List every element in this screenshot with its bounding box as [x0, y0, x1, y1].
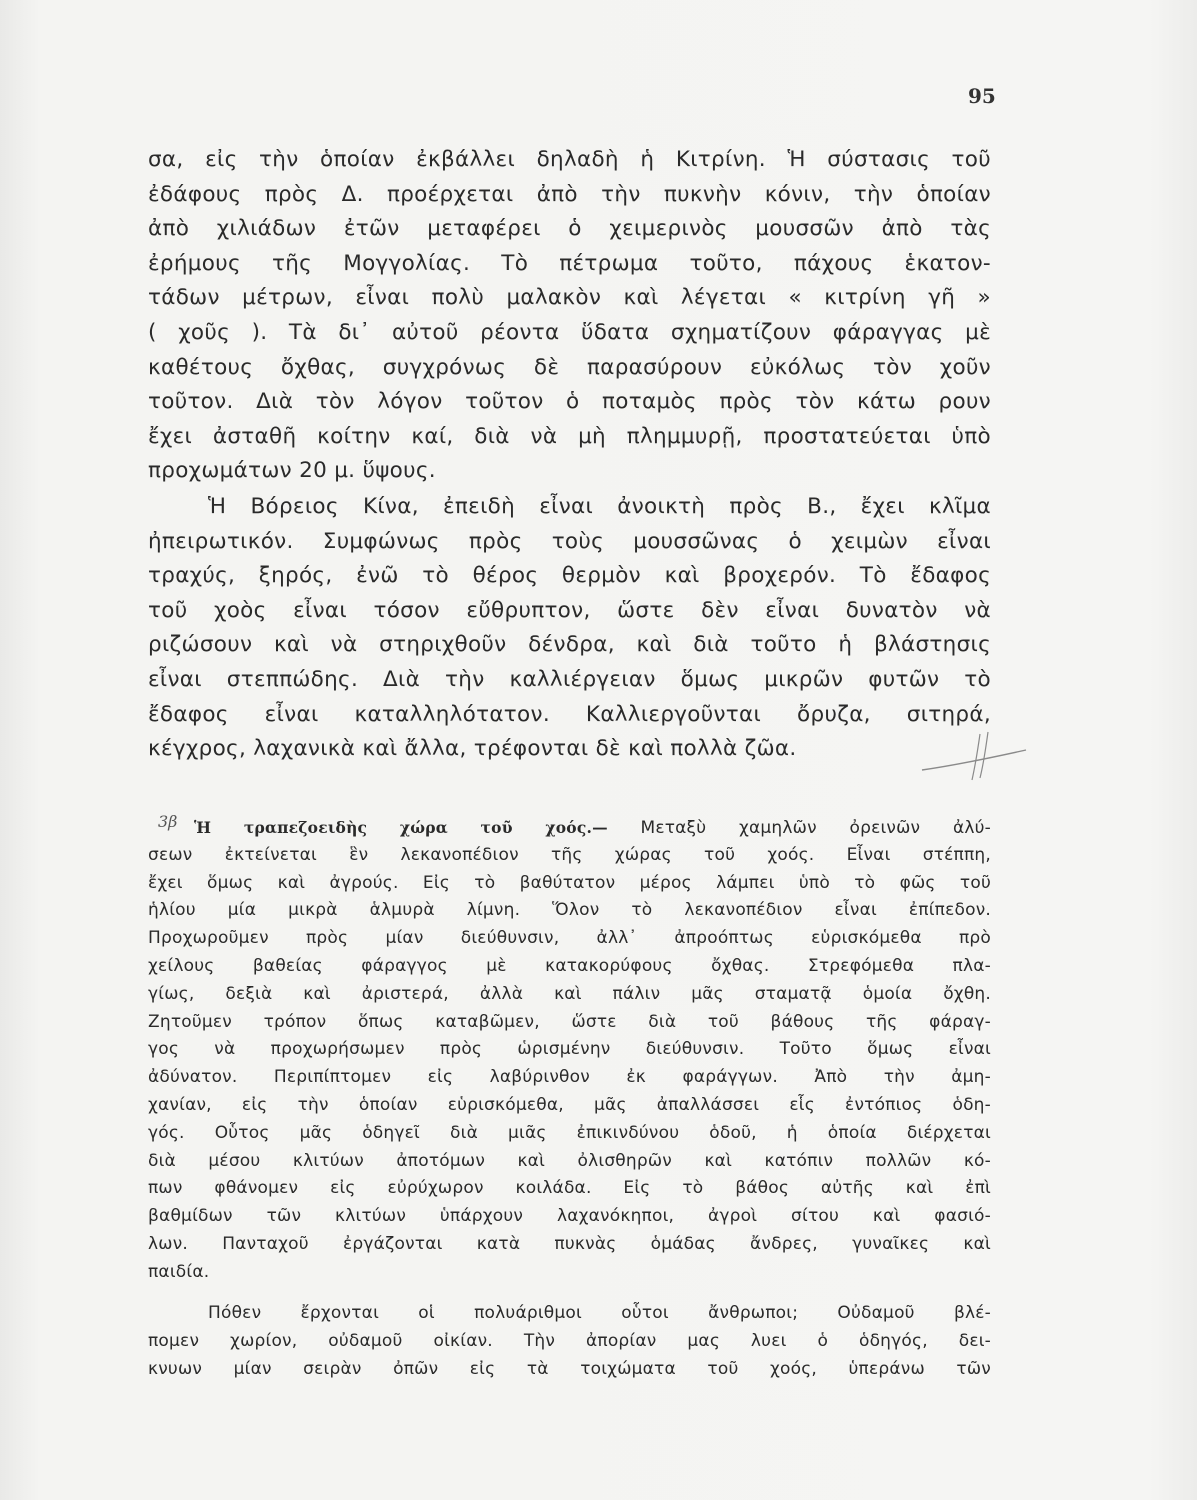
passage-first-line — [148, 814, 991, 842]
text-line: γος νὰ προχωρήσωμεν πρὸς ὡρισμένην διεύθυνσιν. Τοῦτο ὅμως εἶναι — [148, 1039, 991, 1060]
text-line: ἔδαφος εἶναι καταλληλότατον. Καλλιεργοῦνται ὄρυζα, σιτηρά, — [148, 701, 991, 727]
text-line: ( χοῦς ). Τὰ δι᾽ αὐτοῦ ρέοντα ὕδατα σχηματίζουν φάραγγας μὲ — [148, 319, 991, 345]
text-line: διὰ μέσου κλιτύων ἀποτόμων καὶ ὀλισθηρῶν καὶ κατόπιν πολλῶν κό- — [148, 1150, 991, 1171]
reading-passage — [148, 814, 991, 1287]
text-line: ἐδάφους πρὸς Δ. προέρχεται ἀπὸ τὴν πυκνὴν κόνιν, τὴν ὁποίαν — [148, 181, 991, 207]
text-line: γός. Οὗτος μᾶς ὁδηγεῖ διὰ μιᾶς ἐπικινδύνου ὁδοῦ, ἡ ὁποία διέρχεται — [148, 1122, 991, 1143]
text-line: χείλους βαθείας φάραγγος μὲ κατακορύφους ὄχθας. Στρεφόμεθα πλα- — [148, 955, 991, 976]
text-line: εἶναι στεππώδης. Διὰ τὴν καλλιέργειαν ὅμως μικρῶν φυτῶν τὸ — [148, 666, 991, 692]
text-line: πομεν χωρίον, οὐδαμοῦ οἰκίαν. Τὴν ἀπορίαν μας λυει ὁ ὁδηγός, δει- — [148, 1330, 991, 1351]
text-line: τοῦ χοὸς εἶναι τόσον εὔθρυπτον, ὥστε δὲν εἶναι δυνατὸν νὰ — [148, 597, 991, 623]
reading-passage-continued — [148, 1300, 991, 1383]
text-line: ἔχει ἀσταθῆ κοίτην καί, διὰ νὰ μὴ πλημμυρῇ, προστατεύεται ὑπὸ — [148, 423, 991, 449]
text-line: Πόθεν ἔρχονται οἱ πολυάριθμοι οὗτοι ἄνθρωποι; Οὐδαμοῦ βλέ- — [208, 1303, 991, 1323]
text-line: τάδων μέτρων, εἶναι πολὺ μαλακὸν καὶ λέγεται « κιτρίνη γῆ » — [148, 285, 991, 311]
text-line: κνυων μίαν σειρὰν ὀπῶν εἰς τὰ τοιχώματα τοῦ χοός, ὑπεράνω τῶν — [148, 1358, 991, 1379]
text-line: ἔχει ὅμως καὶ ἀγρούς. Εἰς τὸ βαθύτατον μέρος λάμπει ὑπὸ τὸ φῶς τοῦ — [148, 872, 991, 893]
text-line: Ζητοῦμεν τρόπον ὅπως καταβῶμεν, ὥστε διὰ τοῦ βάθους τῆς φάραγ- — [148, 1011, 991, 1032]
text-line: ἀπὸ χιλιάδων ἐτῶν μεταφέρει ὁ χειμερινὸς μουσσῶν ἀπὸ τὰς — [148, 216, 991, 242]
text-line: Ἡ Βόρειος Κίνα, ἐπειδὴ εἶναι ἀνοικτὴ πρὸς Β., ἔχει κλῖμα — [208, 494, 991, 519]
text-line: σα, εἰς τὴν ὁποίαν ἐκβάλλει δηλαδὴ ἡ Κιτρίνη. Ἡ σύστασις τοῦ — [148, 147, 991, 172]
text-line: ἀδύνατον. Περιπίπτομεν εἰς λαβύρινθον ἐκ φαράγγων. Ἀπὸ τὴν ἀμη- — [148, 1067, 991, 1088]
text-line: βαθμίδων τῶν κλιτύων ὑπάρχουν λαχανόκηποι, ἀγροὶ σίτου καὶ φασιό- — [148, 1206, 991, 1227]
paragraph-soil-composition — [148, 143, 991, 489]
text-line: ἐρήμους τῆς Μογγολίας. Τὸ πέτρωμα τοῦτο, πάχους ἑκατον- — [148, 250, 991, 276]
text-line: ριζώσουν καὶ νὰ στηριχθοῦν δένδρα, καὶ διὰ τοῦτο ἡ βλάστησις — [148, 632, 991, 658]
text-line: παιδία. — [148, 1261, 210, 1282]
pencil-cross-mark — [920, 728, 1030, 788]
text-line: ἡλίου μία μικρὰ ἁλμυρὰ λίμνη. Ὅλον τὸ λεκανοπέδιον εἶναι ἐπίπεδον. — [148, 900, 991, 921]
text-line: ἠπειρωτικόν. Συμφώνως πρὸς τοὺς μουσσῶνας ὁ χειμὼν εἶναι — [148, 528, 991, 554]
margin-annotation: 3β — [158, 812, 178, 831]
text-line: χανίαν, εἰς τὴν ὁποίαν εὑρισκόμεθα, μᾶς ἀπαλλάσσει εἷς ἐντόπιος ὁδη- — [148, 1094, 991, 1115]
text-line: σεων ἐκτείνεται ἓν λεκανοπέδιον τῆς χώρας τοῦ χοός. Εἶναι στέππη, — [148, 844, 991, 865]
text-line: καθέτους ὄχθας, συγχρόνως δὲ παρασύρουν εὐκόλως τὸν χοῦν — [148, 354, 991, 380]
passage-heading: Ἡ τραπεζοειδὴς χώρα τοῦ χοός.— — [194, 818, 608, 837]
text-line: προχωμάτων 20 μ. ὕψους. — [148, 458, 436, 484]
text-line: κέγχρος, λαχανικὰ καὶ ἄλλα, τρέφονται δὲ καὶ πολλὰ ζῶα. — [148, 736, 797, 762]
text-segment: Μεταξὺ χαμηλῶν ὀρεινῶν ἀλύ- — [607, 818, 991, 838]
text-line: Προχωροῦμεν πρὸς μίαν διεύθυνσιν, ἀλλ᾽ ἀπροόπτως εὑρισκόμεθα πρὸ — [148, 928, 991, 949]
paragraph-climate — [148, 490, 991, 767]
text-line: λων. Πανταχοῦ ἐργάζονται κατὰ πυκνὰς ὁμάδας ἄνδρες, γυναῖκες καὶ — [148, 1233, 991, 1254]
text-line: τραχύς, ξηρός, ἐνῶ τὸ θέρος θερμὸν καὶ βροχερόν. Τὸ ἔδαφος — [148, 563, 991, 589]
page-number: 95 — [968, 84, 996, 108]
text-line: γίως, δεξιὰ καὶ ἀριστερά, ἀλλὰ καὶ πάλιν μᾶς σταματᾷ ὁμοία ὄχθη. — [148, 983, 991, 1004]
text-line: τοῦτον. Διὰ τὸν λόγον τοῦτον ὁ ποταμὸς πρὸς τὸν κάτω ρουν — [148, 389, 991, 415]
text-line: πων φθάνομεν εἰς εὐρύχωρον κοιλάδα. Εἰς τὸ βάθος αὐτῆς καὶ ἐπὶ — [148, 1178, 991, 1199]
